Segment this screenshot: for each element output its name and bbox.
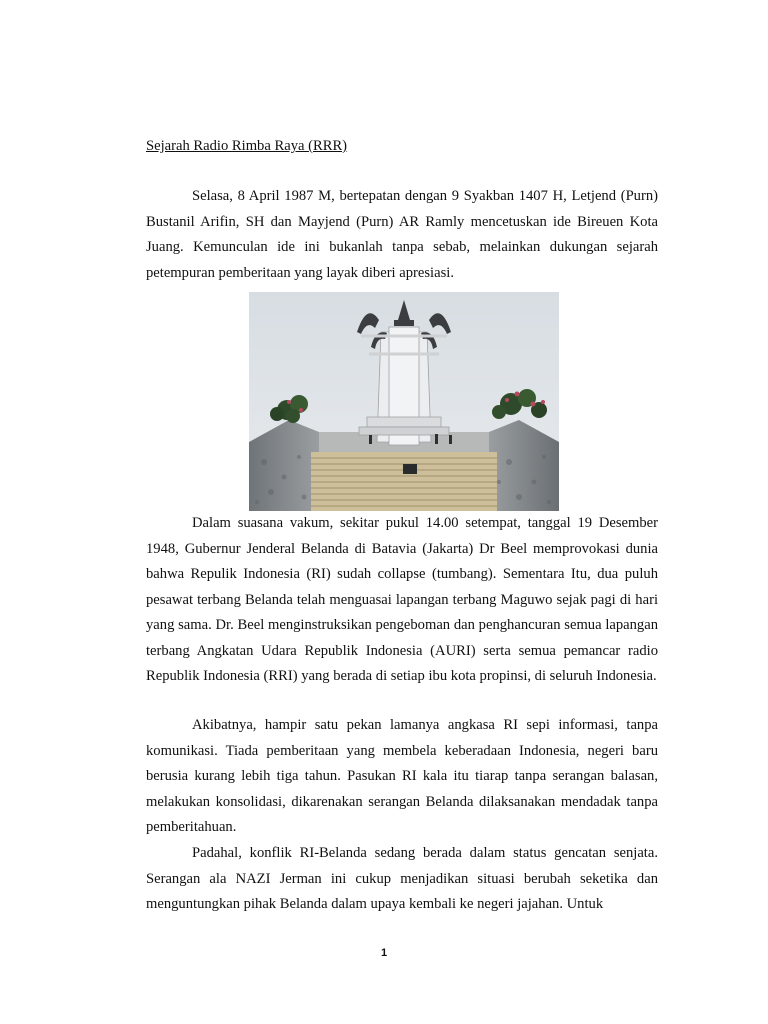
- monument-photo: [249, 292, 559, 511]
- paragraph-2: Dalam suasana vakum, sekitar pukul 14.00 setempat, tanggal 19 Desember 1948, Gubernur Jenderal Belanda di Batavia (Jakarta) Dr Beel memprovokasi dunia bahwa Repulik Indonesia (RI) sudah collapse (tumbang). Sementara Itu, dua puluh pesawat terbang Belanda telah menguasai lapangan terbang Maguwo sejak pagi di hari yang sama. Dr. Beel menginstruksikan pengeboman dan penghancuran semua lapangan terbang Angkatan Udara Republik Indonesia (AURI) serta semua pemancar radio Republik Indonesia (RRI) yang berada di setiap ibu kota propinsi, di seluruh Indonesia.: [146, 515, 658, 684]
- monument-photo-image: [249, 292, 559, 511]
- paragraph-3: Akibatnya, hampir satu pekan lamanya angkasa RI sepi informasi, tanpa komunikasi. Tiada pemberitaan yang membela keberadaan Indonesia, negeri baru berusia kurang lebih tiga tahun. Pasukan RI kala itu tiarap tanpa serangan balasan, melakukan konsolidasi, dikarenakan serangan Belanda dilaksanakan mendadak tanpa pemberitahuan.: [146, 717, 658, 835]
- paragraph-1: Selasa, 8 April 1987 M, bertepatan dengan 9 Syakban 1407 H, Letjend (Purn) Bustanil Arifin, SH dan Mayjend (Purn) AR Ramly mencetuskan ide Bireuen Kota Juang. Kemunculan ide ini bukanlah tanpa sebab, melainkan dukungan sejarah petempuran pemberitaan yang layak diberi apresiasi.: [146, 188, 658, 281]
- page-number: 1: [380, 947, 388, 959]
- document-title: Sejarah Radio Rimba Raya (RRR): [146, 138, 348, 154]
- paragraph-4: Padahal, konflik RI-Belanda sedang berada dalam status gencatan senjata. Serangan ala NAZI Jerman ini cukup menjadikan situasi berubah seketika dan menguntungkan pihak Belanda dalam upaya kembali ke negeri jajahan. Untuk: [146, 845, 658, 912]
